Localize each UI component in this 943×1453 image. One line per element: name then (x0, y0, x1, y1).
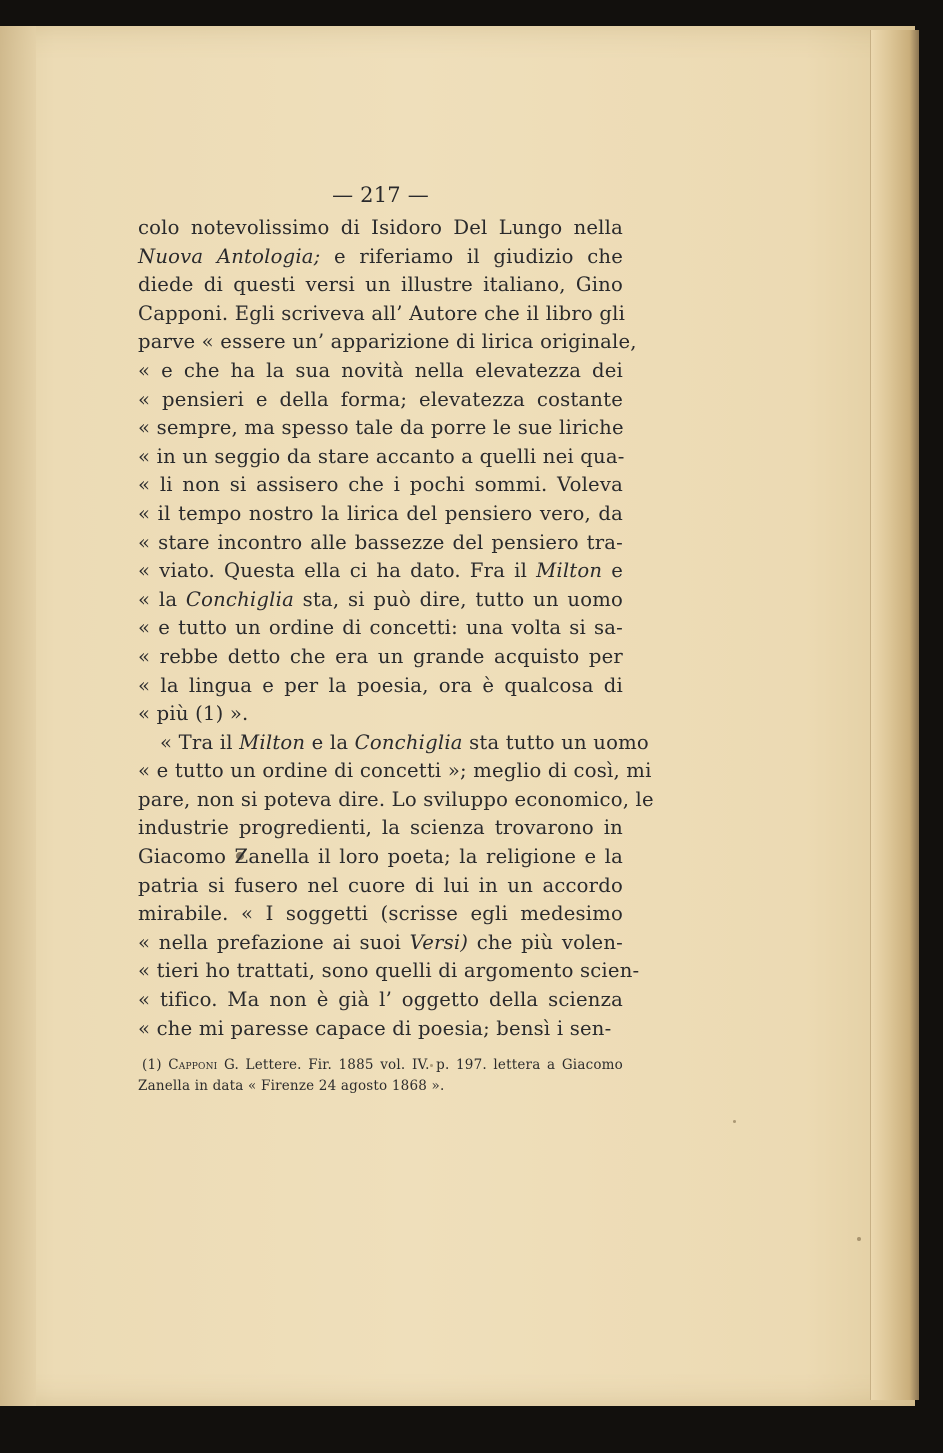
text-segment: « tieri ho trattati, sono quelli di argomento scien- (138, 959, 640, 983)
text-segment: e (602, 559, 623, 583)
footnote-line (138, 1055, 623, 1076)
text-line (138, 214, 623, 243)
text-segment: « la lingua e per la poesia, ora è qualcosa di (138, 673, 623, 697)
text-segment: « più (1) ». (138, 702, 249, 726)
binding-fold (0, 26, 36, 1406)
text-line (138, 700, 623, 729)
italic-text: Conchiglia (185, 587, 294, 611)
text-line (138, 1015, 623, 1044)
text-line (138, 872, 623, 901)
text-segment: « in un seggio da stare accanto a quelli nei qua- (138, 444, 625, 468)
text-segment: G. Lettere. Fir. 1885 vol. IV. p. 197. lettera a Giacomo (217, 1057, 623, 1074)
text-line (138, 786, 654, 815)
text-line (138, 586, 623, 615)
page-edges (870, 30, 919, 1400)
text-segment: « viato. Questa ella ci ha dato. Fra il (138, 559, 537, 583)
text-line (138, 672, 623, 701)
text-segment: « che mi paresse capace di poesia; bensì i sen- (138, 1016, 612, 1040)
text-line (138, 957, 640, 986)
text-line (138, 757, 652, 786)
text-segment: mirabile. « I soggetti (scrisse egli medesimo (138, 902, 623, 926)
italic-text: Milton (536, 559, 603, 583)
text-segment: parve « essere un’ apparizione di lirica originale, (138, 330, 637, 354)
text-segment: Capponi. Egli scriveva all’ Autore che il libro gli (138, 301, 626, 325)
text-segment: « rebbe detto che era un grande acquisto per (138, 644, 623, 668)
text-line (138, 814, 623, 843)
text-line (138, 386, 623, 415)
text-segment: Zanella in data « Firenze 24 agosto 1868 ». (138, 1078, 445, 1095)
paper-speck (857, 1237, 861, 1241)
text-segment: « e tutto un ordine di concetti: una volta si sa- (138, 616, 623, 640)
text-line (138, 300, 626, 329)
text-segment: « sempre, ma spesso tale da porre le sue liriche (138, 416, 624, 440)
text-segment: « il tempo nostro la lirica del pensiero vero, da (138, 501, 623, 525)
text-segment: pare, non si poteva dire. Lo sviluppo economico, le (138, 787, 654, 811)
text-line (138, 471, 623, 500)
text-segment: colo notevolissimo di Isidoro Del Lungo nella (138, 216, 623, 239)
text-segment: e riferiamo il giudizio che (320, 244, 623, 268)
text-segment: « stare incontro alle bassezze del pensiero tra- (138, 530, 623, 554)
text-segment: patria si fusero nel cuore di lui in un accordo (138, 873, 623, 897)
text-segment: sta tutto un uomo (462, 730, 649, 754)
italic-text: Versi) (409, 930, 469, 954)
text-line (138, 843, 623, 872)
footnote-line (138, 1076, 623, 1097)
text-line (138, 443, 623, 472)
text-line (138, 614, 623, 643)
italic-text: Conchiglia (354, 730, 463, 754)
text-segment: « la (138, 587, 186, 611)
text-segment: « pensieri e della forma; elevatezza costante (138, 387, 623, 411)
italic-text: Nuova Antologia; (138, 244, 321, 268)
text-line (138, 529, 623, 558)
text-segment: diede di questi versi un illustre italiano, Gino (138, 273, 623, 297)
text-segment: « li non si assisero che i pochi sommi. Voleva (138, 473, 623, 497)
footnotes (138, 1055, 623, 1097)
text-line (138, 500, 623, 529)
text-segment: « e tutto un ordine di concetti »; meglio di così, mi (138, 759, 652, 783)
text-segment: industrie progredienti, la scienza trovarono in (138, 816, 623, 840)
text-line (138, 328, 637, 357)
text-segment: che più volen- (468, 930, 623, 954)
text-line (138, 557, 623, 586)
body-text (138, 214, 654, 1043)
text-line (138, 271, 623, 300)
text-segment: « nella prefazione ai suoi (138, 930, 410, 954)
text-segment: « Tra il (160, 730, 240, 754)
text-line (138, 414, 623, 443)
text-segment: (1) (142, 1057, 169, 1074)
text-line (138, 986, 623, 1015)
text-line (138, 729, 649, 758)
text-segment: Capponi (168, 1057, 218, 1074)
text-segment: Giacomo Zanella il loro poeta; la religione e la (138, 845, 623, 869)
page-number: — 217 — (332, 183, 429, 207)
paper-speck (733, 1120, 736, 1123)
text-segment: « e che ha la sua novità nella elevatezza dei (138, 358, 623, 382)
text-line (138, 643, 623, 672)
text-segment: « tifico. Ma non è già l’ oggetto della scienza (138, 988, 623, 1012)
text-line (138, 929, 623, 958)
text-line (138, 900, 623, 929)
text-segment: sta, si può dire, tutto un uomo (293, 587, 623, 611)
italic-text: Milton (239, 730, 306, 754)
text-segment: e la (305, 730, 355, 754)
text-block (138, 176, 654, 1097)
text-line (138, 357, 623, 386)
text-line (138, 243, 623, 272)
